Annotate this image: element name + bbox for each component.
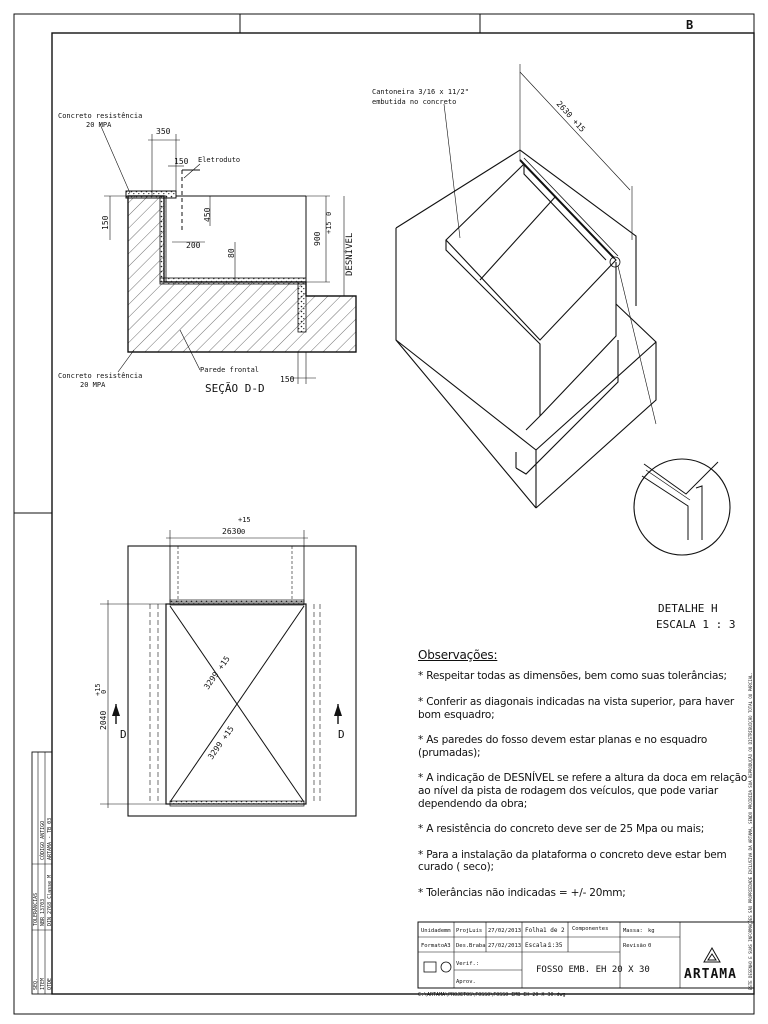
tb-escala: Escala:: [525, 942, 551, 949]
dim-iso-length: 2630 +15: [554, 99, 587, 134]
dim-150c: 150: [280, 375, 295, 384]
dim-350: 350: [156, 127, 171, 136]
tb-revisao: Revisão: [623, 943, 647, 949]
label-conduit: Eletroduto: [198, 156, 241, 164]
iso-annotations: [372, 64, 656, 424]
notes-block: [418, 648, 758, 913]
label-wall: Parede frontal: [200, 366, 260, 374]
tb-des-value: Braba: [469, 943, 486, 949]
dim-900-tol-up: +15: [325, 221, 333, 234]
note-text-6: Para a instalação da plataforma o concreto deve estar bem curado ( seco);: [418, 848, 727, 874]
note-item: * Para a instalação da plataforma o concreto deve estar bem curado ( seco);: [418, 848, 727, 874]
label-concrete-top: Concreto resistência: [58, 112, 143, 120]
tb-des-date: 27/02/2013: [488, 943, 522, 949]
section-view: [58, 112, 356, 395]
cut-marker-left: D: [120, 728, 127, 741]
table-cod-val: ARTAMA - TB 03: [47, 817, 53, 860]
note-text-4: A indicação de DESNÍVEL se refere a altura da doca em relação ao nível da pista de rodagem dos veículos, que pode variar dependendo da obra;: [418, 772, 748, 810]
tb-massa: Massa:: [623, 928, 643, 934]
dim-plan-width-tol-dn: 0: [241, 528, 246, 536]
section-title: SEÇÃO D-D: [205, 382, 265, 395]
dim-plan-depth-tol-dn: 0: [100, 689, 108, 694]
table-qtde: QTDE: [47, 977, 53, 990]
tb-proj-date: 27/02/2013: [488, 928, 522, 934]
projection-icon: [441, 962, 451, 972]
sheet-letter: B: [686, 18, 694, 32]
label-concrete-bottom-2: 20 MPA: [80, 381, 106, 389]
label-concrete-top-2: 20 MPA: [86, 121, 112, 129]
artama-logo-mark: [704, 948, 720, 962]
note-item: * Tolerâncias não indicadas = +/- 20mm;: [418, 886, 626, 899]
detail-h: [634, 459, 735, 631]
tb-file-path: C:\ARTAMA\PROJETOS\FOSSO\FOSSO EMB EH 20 X 30.dwg: [418, 992, 566, 998]
plan-view: [94, 516, 356, 816]
tb-massa-value: kg: [648, 928, 655, 934]
label-concrete-bottom: Concreto resistência: [58, 372, 143, 380]
table-tol: TOLERÂNCIAS: [33, 892, 39, 926]
left-table: [32, 752, 53, 994]
tb-proj: Proj.: [456, 928, 473, 934]
notes-heading: Observações:: [418, 648, 498, 662]
note-item: * Respeitar todas as dimensões, bem como suas tolerâncias;: [418, 670, 727, 683]
dim-plan-depth-tol: +15: [94, 683, 102, 696]
table-item: ITEM: [40, 977, 46, 990]
label-desnivel: DESNÍVEL: [345, 232, 355, 276]
dim-diagonal-1: 3299 +15: [202, 654, 232, 692]
tb-proj-value: Luis: [469, 928, 483, 934]
table-cod: CÓDIGO ANTIGO: [40, 820, 46, 860]
label-angle-2: embutida no concreto: [372, 98, 457, 106]
dim-plan-depth: 2040: [99, 710, 108, 730]
note-text-7: Tolerâncias não indicadas = +/- 20mm;: [426, 886, 626, 899]
dim-450: 450: [203, 207, 212, 222]
tb-logo: ARTAMA: [684, 967, 737, 982]
note-text-1: Respeitar todas as dimensões, bem como suas tolerâncias;: [426, 670, 727, 683]
note-text-3: As paredes do fosso devem estar planas e no esquadro (prumadas);: [418, 734, 708, 759]
tb-escala-value: 1:35: [548, 942, 563, 949]
dim-150a: 150: [174, 157, 189, 166]
tb-drawing-title: FOSSO EMB. EH 20 X 30: [536, 965, 650, 975]
plan-outer: [128, 546, 356, 816]
dim-diagonal-2: 3299 +15: [206, 724, 236, 762]
table-nbr: NBR 13703: [40, 898, 46, 926]
dim-200: 200: [186, 241, 201, 250]
dim-80: 80: [227, 248, 236, 258]
tb-folha: Folha: [525, 927, 544, 934]
note-item: * As paredes do fosso devem estar planas e no esquadro (prumadas);: [418, 734, 708, 759]
detail-circle: [634, 459, 730, 555]
note-item: * A indicação de DESNÍVEL se refere a altura da doca em relação ao nível da pista de rodagem dos veículos, que pode variar dependendo da obra;: [418, 772, 748, 810]
note-item: * A resistência do concreto deve ser de 25 Mpa ou mais;: [418, 823, 705, 836]
dim-150b: 150: [101, 215, 110, 230]
tb-folha-value: 1 de 2: [543, 927, 565, 934]
detail-title: DETALHE H: [658, 602, 718, 615]
dim-plan-width-tol-up: +15: [238, 516, 251, 524]
detail-scale: ESCALA 1 : 3: [656, 618, 736, 631]
tb-unidade: Unidade: [421, 928, 445, 934]
label-angle: Cantoneira 3/16 x 11/2": [372, 88, 469, 96]
tb-componentes: Componentes: [572, 926, 609, 932]
cut-marker-right: D: [338, 728, 345, 741]
tb-formato-value: A3: [444, 943, 451, 949]
tb-des: Des.: [456, 943, 470, 949]
tb-revisao-value: 0: [648, 943, 652, 949]
dim-900-tol-dn: 0: [325, 211, 333, 216]
section-concrete-slab: [126, 191, 176, 198]
tb-aprov: Aprov.: [456, 979, 476, 985]
tb-unidade-value: mm: [444, 928, 451, 934]
table-seq: SEQ.: [33, 977, 39, 990]
note-item: * Conferir as diagonais indicadas na vista superior, para haver bom esquadro;: [418, 695, 734, 721]
tb-formato: Formato: [421, 943, 445, 949]
dim-900: 900: [313, 231, 322, 246]
note-text-2: Conferir as diagonais indicadas na vista superior, para haver bom esquadro;: [418, 695, 734, 721]
tb-verif: Verif.:: [456, 961, 480, 967]
table-din: DIN 2768 Classe M: [47, 874, 53, 926]
note-text-5: A resistência do concreto deve ser de 25 Mpa ou mais;: [426, 823, 705, 836]
title-block: [418, 922, 754, 998]
dim-plan-width: 2630: [222, 527, 242, 536]
side-note: ESTE DESENHO E SUAS INFORMAÇÕES SÃO PROPRIEDADE EXCLUSIVA DA ARTAMA, SENDO PROIBIDA SUA REPRODUÇÃO OU DISTRIBUIÇÃO TOTAL OU PARCIAL.: [748, 672, 753, 990]
isometric-view: [396, 150, 656, 508]
